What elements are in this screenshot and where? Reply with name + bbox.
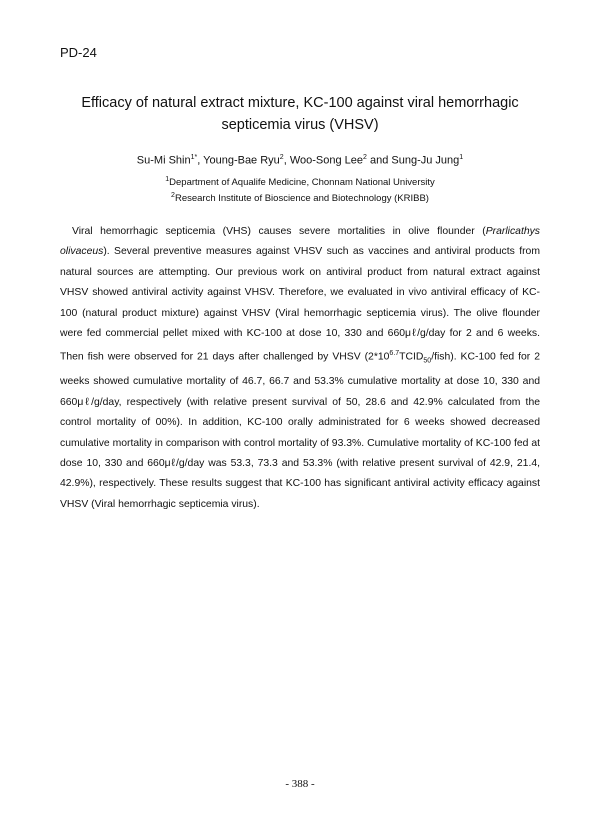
- author-name: Su-Mi Shin: [136, 154, 191, 167]
- abstract-text: TCID: [399, 351, 424, 363]
- affiliation-text: Department of Aqualife Medicine, Chonnam National University: [169, 177, 435, 189]
- author-name: Young-Bae Ryu: [203, 154, 280, 167]
- author-separator: ,: [197, 154, 204, 167]
- author-separator: and: [366, 154, 392, 167]
- affiliation-text: Research Institute of Bioscience and Biotechnology (KRIBB): [174, 193, 429, 205]
- affiliation-marker: 2: [171, 192, 175, 199]
- abstract-text: Viral hemorrhagic septicemia (VHS) causes severe mortalities in olive flounder (: [72, 226, 486, 237]
- author-affiliation-marker: 1*: [190, 154, 198, 161]
- species-name: Prarlicathys olivaceus: [60, 226, 540, 258]
- page-number: - 388 -: [285, 778, 315, 790]
- tcid-subscript: 50: [423, 357, 432, 365]
- abstract-text: /fish). KC-100 fed for 2 weeks showed cumulative mortality of 46.7, 66.7 and 53.3% cumulative mortality at dose 10, 330 and 660μℓ/g/day, respectively (with relative present survival of 50, 28.6 and 42.9% calculated from the control mortality of 00%). In addition, KC-100 orally administrated for 6 weeks showed decreased cumulative mortality in comparison with control mortality of 93.3%. Cumulative mortality of KC-100 fed at dose 10, 330 and 660μℓ/g/day was 53.3, 73.3 and 53.3% (with relative present survival of 42.9, 21.4, 42.9%), respectively. These results suggest that KC-100 has significant antiviral activity efficacy against VHSV (Viral hemorrhagic septicemia virus).: [60, 351, 541, 510]
- author-list: [60, 154, 540, 167]
- abstract-body: [60, 222, 540, 515]
- author-affiliation-marker: 2: [279, 154, 284, 161]
- abstract-code: PD-24: [60, 45, 97, 60]
- abstract-text: ). Several preventive measures against VHSV such as vaccines and antiviral products from natural sources are attempting. Our previous work on antiviral product from natural extract against VHSV showed antiviral activity against VHSV. Therefore, we evaluated in vivo antiviral efficacy of KC-100 (natural product mixture) against VHSV (Viral hemorrhagic septicemia virus). The olive flounder were fed commercial pellet mixed with KC-100 at dose 10, 330 and 660μℓ/g/day for 2 and 6 weeks. Then fish were observed for 21 days after challenged by VHSV (2*10: [60, 246, 540, 363]
- dose-exponent: 6.7: [389, 350, 400, 358]
- author-separator: ,: [283, 154, 290, 167]
- author-affiliation-marker: 2: [363, 154, 367, 161]
- paper-title: Efficacy of natural extract mixture, KC-100 against viral hemorrhagic septicemia virus (VHSV): [81, 95, 519, 133]
- author-name: Sung-Ju Jung: [391, 154, 460, 167]
- affiliation-marker: 1: [165, 176, 170, 183]
- affiliation: [60, 192, 540, 204]
- author-affiliation-marker: 1: [459, 154, 464, 161]
- affiliation: [60, 176, 540, 188]
- author-name: Woo-Song Lee: [289, 154, 364, 167]
